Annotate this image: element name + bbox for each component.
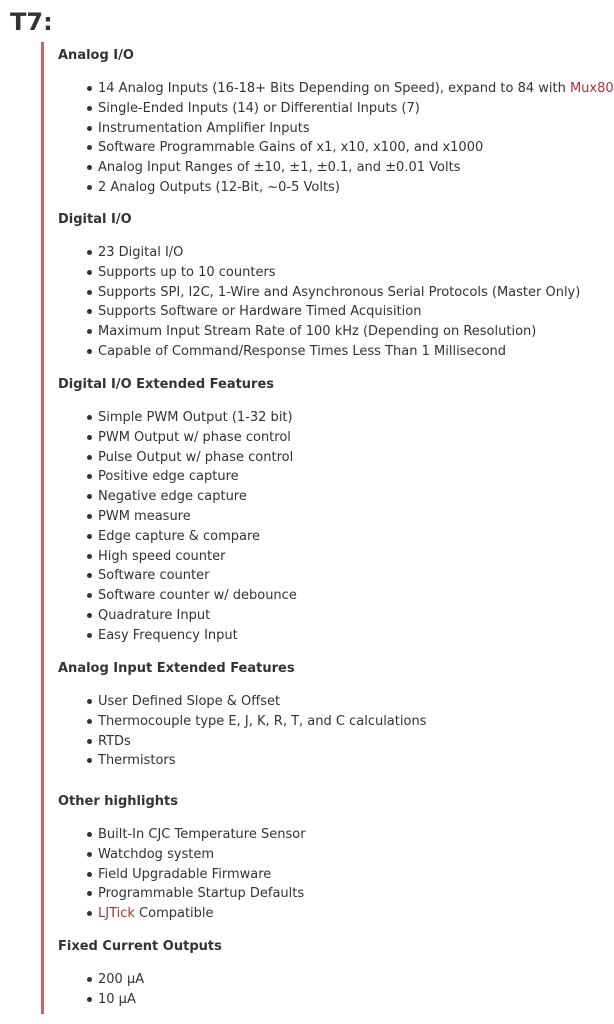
list-item-text: User Defined Slope & Offset [98,694,281,709]
section-heading: Digital I/O [58,212,132,227]
list-item [58,865,578,885]
list-item-text: 10 µA [98,991,136,1007]
bullet-icon [87,165,92,170]
bullet-icon [87,832,92,837]
bullet-icon [87,435,92,440]
bullet-icon [87,309,92,314]
list-item-text: Thermistors [98,753,176,769]
spec-blockquote [41,42,614,1014]
bullet-icon [87,270,92,275]
list-item-text: RTDs [98,733,131,749]
list-item [58,990,578,1010]
list-item [58,322,578,342]
list-item-text: Capable of Command/Response Times Less Than 1 Millisecond [98,343,507,359]
list-item [58,119,578,139]
list-item [58,606,578,626]
list-item-text: Quadrature Input [98,607,211,623]
bullet-list [58,970,578,1010]
list-item [58,904,578,924]
list-item [58,751,578,771]
list-item-text: Watchdog system [98,846,215,862]
bullet-icon [87,554,92,559]
list-item-text: Instrumentation Amplifier Inputs [98,120,310,136]
list-item-text: 2 Analog Outputs (12-Bit, ~0-5 Volts) [98,179,340,195]
bullet-icon [87,185,92,190]
list-item [58,408,578,428]
list-item-text: 14 Analog Inputs (16-18+ Bits Depending on Speed), expand to 84 with [98,81,570,96]
list-item-text: Simple PWM Output (1-32 bit) [98,410,293,425]
list-item [58,448,578,468]
section-heading: Digital I/O Extended Features [58,377,275,392]
list-item-text: Thermocouple type E, J, K, R, T, and C calculations [98,713,427,729]
bullet-icon [87,739,92,744]
section-heading: Analog I/O [58,48,134,63]
bullet-icon [87,126,92,131]
list-item-text: Built-In CJC Temperature Sensor [98,827,306,842]
bullet-icon [87,633,92,638]
bullet-icon [87,891,92,896]
bullet-icon [87,329,92,334]
list-item-text: Software counter w/ debounce [98,588,297,604]
section-digital-i-o [58,210,581,362]
list-item [58,467,578,487]
list-item [58,138,578,158]
bullet-list [58,825,578,924]
section-heading: Fixed Current Outputs [58,939,222,954]
list-item [58,692,578,712]
list-item [58,845,578,865]
section-heading: Other highlights [58,794,178,809]
page-title: T7: [10,8,53,36]
bullet-list [58,692,578,771]
bullet-icon [87,852,92,857]
list-item [58,626,578,646]
list-item-text: Supports Software or Hardware Timed Acquisition [98,304,422,320]
section-fixed-current-outputs [58,937,578,1010]
bullet-icon [87,719,92,724]
list-item [58,428,578,448]
list-item-text: Supports up to 10 counters [98,264,276,280]
bullet-list [58,408,578,646]
list-item-text: 200 µA [98,972,145,987]
bullet-list [58,79,614,198]
list-item [58,243,578,263]
list-item [58,158,578,178]
bullet-icon [87,106,92,111]
list-item-text: Edge capture & compare [98,528,261,544]
bullet-icon [87,699,92,704]
list-item-text: PWM measure [98,508,191,524]
bullet-icon [87,250,92,255]
bullet-icon [87,613,92,618]
bullet-icon [87,758,92,763]
list-item [58,283,581,303]
bullet-icon [87,290,92,295]
list-item-text: Single-Ended Inputs (14) or Differential Inputs (7) [98,100,420,116]
list-item-text: Software counter [98,568,210,584]
list-item [58,566,578,586]
bullet-icon [87,145,92,150]
list-item [58,884,578,904]
section-other-highlights [58,792,578,924]
list-item-text: High speed counter [98,548,226,564]
bullet-icon [87,977,92,982]
list-item [58,712,578,732]
list-item-text: Supports SPI, I2C, 1-Wire and Asynchronous Serial Protocols (Master Only) [98,284,581,300]
bullet-icon [87,415,92,420]
list-item-text: Positive edge capture [98,469,239,485]
link-mux80[interactable]: Mux80 [569,81,614,96]
bullet-icon [87,474,92,479]
bullet-icon [87,573,92,578]
link-ljtick[interactable]: LJTick [98,906,135,922]
list-item-text: PWM Output w/ phase control [98,429,291,445]
bullet-icon [87,534,92,539]
bullet-icon [87,593,92,598]
list-item [58,732,578,752]
list-item-text: Pulse Output w/ phase control [98,449,294,465]
list-item-text: 23 Digital I/O [98,245,184,260]
list-item [58,970,578,990]
bullet-icon [87,911,92,916]
list-item [58,527,578,547]
bullet-icon [87,872,92,877]
bullet-icon [87,997,92,1002]
section-digital-i-o-extended-features [58,375,578,646]
list-item [58,825,578,845]
list-item [58,99,578,119]
section-analog-input-extended-features [58,659,578,771]
list-item [58,302,578,322]
bullet-icon [87,514,92,519]
list-item [58,586,578,606]
list-item [58,178,578,198]
section-analog-i-o [58,46,614,198]
list-item [58,263,578,283]
list-item-text-after: Compatible [134,906,214,922]
list-item [58,342,578,362]
list-item-text: Programmable Startup Defaults [98,886,305,902]
bullet-icon [87,86,92,91]
list-item [58,507,578,527]
list-item-text: Easy Frequency Input [98,627,238,643]
list-item-text: Software Programmable Gains of x1, x10, x100, and x1000 [98,140,484,156]
list-item [58,487,578,507]
list-item-text: Negative edge capture [98,489,247,505]
list-item [58,547,578,567]
section-heading: Analog Input Extended Features [58,661,295,676]
list-item-text: Field Upgradable Firmware [98,866,272,882]
bullet-icon [87,349,92,354]
bullet-list [58,243,581,362]
list-item [58,79,614,99]
list-item-text: Maximum Input Stream Rate of 100 kHz (Depending on Resolution) [98,324,537,340]
bullet-icon [87,455,92,460]
list-item-text: Analog Input Ranges of ±10, ±1, ±0.1, and ±0.01 Volts [98,160,461,176]
bullet-icon [87,494,92,499]
